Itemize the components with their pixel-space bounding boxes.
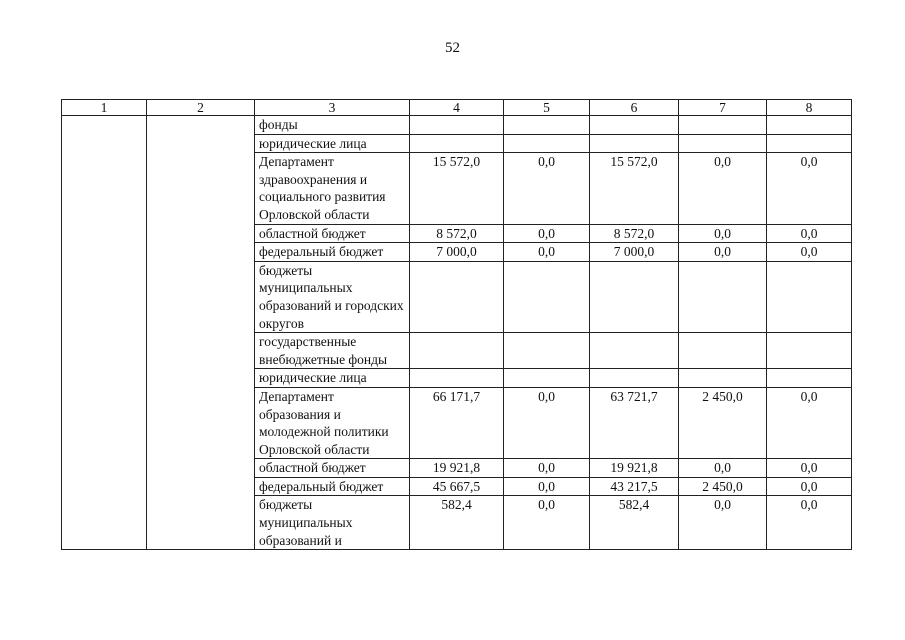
value-cell [410,134,504,153]
value-cell [410,369,504,388]
value-cell: 0,0 [767,459,852,478]
value-cell: 0,0 [767,243,852,262]
value-cell: 0,0 [504,477,590,496]
value-cell: 8 572,0 [590,224,679,243]
row-label: Департамент образования и молодежной политики Орловской области [255,387,410,458]
page-number: 52 [445,40,460,56]
value-cell [679,134,767,153]
value-cell: 19 921,8 [410,459,504,478]
value-cell [410,261,504,332]
row-label: юридические лица [255,134,410,153]
row-label: Департамент здравоохранения и социального развития Орловской области [255,153,410,224]
value-cell [679,116,767,135]
value-cell: 66 171,7 [410,387,504,458]
column-2-cell [147,116,255,550]
column-header-1: 1 [62,100,147,116]
value-cell: 0,0 [504,459,590,478]
value-cell [679,369,767,388]
row-label: бюджеты муниципальных образований и [255,496,410,550]
value-cell: 43 217,5 [590,477,679,496]
row-label: юридические лица [255,369,410,388]
row-label: федеральный бюджет [255,243,410,262]
value-cell [767,134,852,153]
table-row [62,116,852,135]
value-cell: 2 450,0 [679,387,767,458]
value-cell: 15 572,0 [410,153,504,224]
column-header-5: 5 [504,100,590,116]
value-cell [767,333,852,369]
value-cell [410,333,504,369]
value-cell: 7 000,0 [590,243,679,262]
column-header-7: 7 [679,100,767,116]
header-row [62,100,852,116]
value-cell [590,116,679,135]
value-cell: 0,0 [767,496,852,550]
value-cell: 582,4 [590,496,679,550]
value-cell [679,333,767,369]
value-cell [767,116,852,135]
value-cell: 0,0 [504,387,590,458]
value-cell: 2 450,0 [679,477,767,496]
value-cell: 0,0 [767,224,852,243]
value-cell: 19 921,8 [590,459,679,478]
value-cell [590,333,679,369]
column-header-8: 8 [767,100,852,116]
value-cell: 0,0 [679,224,767,243]
value-cell [590,134,679,153]
value-cell [504,333,590,369]
value-cell: 0,0 [679,459,767,478]
value-cell: 7 000,0 [410,243,504,262]
value-cell: 0,0 [767,153,852,224]
value-cell: 8 572,0 [410,224,504,243]
value-cell [504,134,590,153]
value-cell: 582,4 [410,496,504,550]
value-cell: 0,0 [679,243,767,262]
value-cell [767,261,852,332]
column-header-3: 3 [255,100,410,116]
budget-table [61,99,852,550]
value-cell: 0,0 [767,477,852,496]
value-cell: 0,0 [504,496,590,550]
column-header-4: 4 [410,100,504,116]
value-cell: 0,0 [679,496,767,550]
row-label: областной бюджет [255,224,410,243]
value-cell [504,261,590,332]
value-cell [679,261,767,332]
column-header-2: 2 [147,100,255,116]
row-label: бюджеты муниципальных образований и городских округов [255,261,410,332]
value-cell: 63 721,7 [590,387,679,458]
row-label: фонды [255,116,410,135]
value-cell: 0,0 [504,243,590,262]
value-cell: 0,0 [679,153,767,224]
value-cell: 45 667,5 [410,477,504,496]
row-label: государственные внебюджетные фонды [255,333,410,369]
value-cell: 0,0 [767,387,852,458]
value-cell [767,369,852,388]
row-label: федеральный бюджет [255,477,410,496]
value-cell [590,369,679,388]
value-cell: 0,0 [504,153,590,224]
row-label: областной бюджет [255,459,410,478]
column-1-cell [62,116,147,550]
value-cell [410,116,504,135]
value-cell: 15 572,0 [590,153,679,224]
value-cell [590,261,679,332]
value-cell [504,369,590,388]
value-cell: 0,0 [504,224,590,243]
value-cell [504,116,590,135]
column-header-6: 6 [590,100,679,116]
